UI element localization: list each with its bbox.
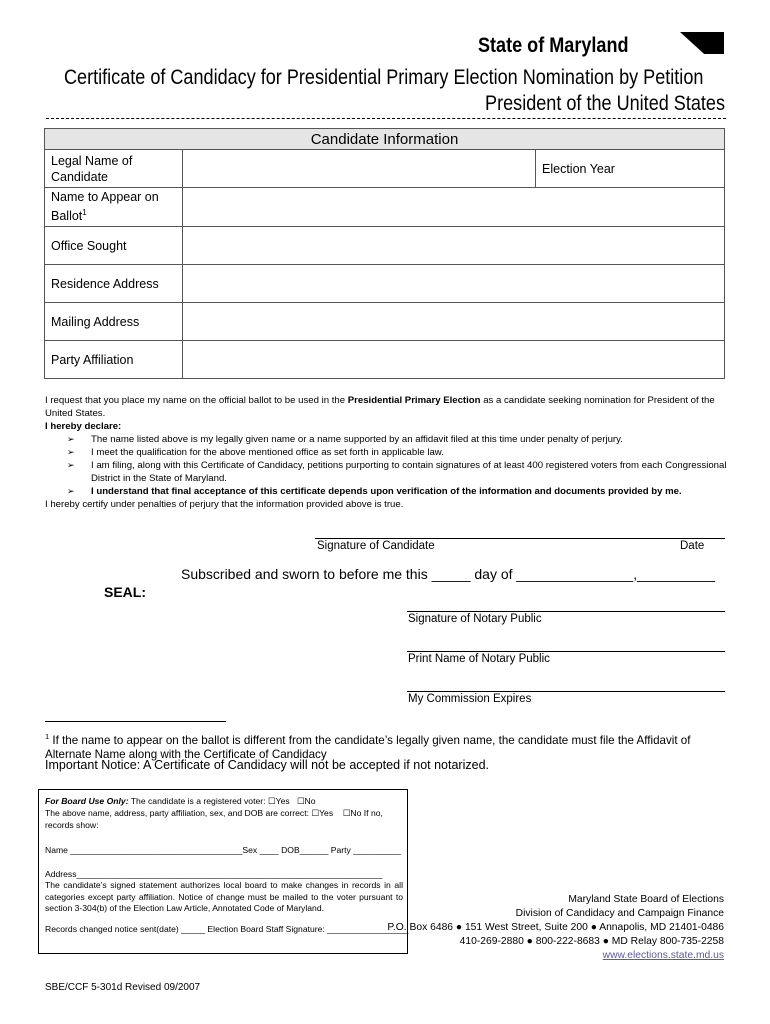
arrow-bullet-icon: ➢ [67,434,75,444]
correct-row [45,808,403,820]
declaration-block [45,394,729,511]
checkbox-yes-correct[interactable]: ☐ [311,808,320,818]
no-if-label: No If no, [350,808,383,818]
footnote-text: If the name to appear on the ballot is different from the candidate’s legally given name, the candidate must file the Affidavit of Alternate Name along with the Certificate of Candidacy [45,733,691,761]
certify-text: I hereby certify under penalties of perjury that the information provided above is true. [45,499,404,510]
mailing-label: Mailing Address [45,303,183,341]
seal-label: SEAL: [104,584,146,600]
request-text-end: as a candidate seeking nomination for President of the United States. [45,395,715,419]
notary-signature-line[interactable] [407,611,725,612]
address-line[interactable]: Address________________________________________________________________ [45,869,383,879]
sworn-statement: Subscribed and sworn to before me this _____ day of _______________,__________ [181,566,715,582]
ballot-name-text: Name to Appear on Ballot [51,190,159,224]
yes-label: Yes [275,796,290,806]
commission-label: My Commission Expires [408,693,532,705]
declaration-list [45,433,729,498]
records-changed-line[interactable]: Records changed notice sent(date) _____ Election Board Staff Signature: _________________ [45,924,409,934]
commission-line[interactable] [407,691,725,692]
candidate-signature-label: Signature of Candidate [317,540,435,552]
footnote-number: 1 [45,732,50,741]
postal-address: P.O. Box 6486 ● 151 West Street, Suite 200 ● Annapolis, MD 21401-0486 [387,922,724,933]
certificate-title: Certificate of Candidacy for Presidential Primary Election Nomination by Petition [64,66,704,89]
checkbox-yes-voter[interactable]: ☐ [267,796,276,806]
board-use-box [38,789,408,954]
state-title: State of Maryland [478,34,629,57]
office-title-text: President of the United States [485,92,725,115]
party-field[interactable] [183,341,725,379]
list-item-text: I am filing, along with this Certificate of Candidacy, petitions purporting to contain signatures of at least 400 registered voters from each Congressional District in the State of Maryland. [91,460,727,484]
office-title [446,92,725,116]
voter-text: The candidate is a registered voter: [128,796,268,806]
form-id: SBE/CCF 5-301d Revised 09/2007 [45,982,201,993]
legal-name-field[interactable] [183,150,536,188]
office-sought-field[interactable] [183,227,725,265]
checkbox-no-voter[interactable]: ☐ [296,796,305,806]
ballot-name-label [45,188,183,227]
arrow-bullet-icon: ➢ [67,486,75,496]
list-item [45,459,729,485]
notary-name-label: Print Name of Notary Public [408,653,550,665]
arrow-bullet-icon: ➢ [67,447,75,457]
list-item-text: I meet the qualification for the above mentioned office as set forth in applicable law. [91,447,444,458]
arrow-bullet-icon: ➢ [67,460,75,470]
candidate-info-table [44,128,725,379]
list-item-text: I understand that final acceptance of this certificate depends upon verification of the information and documents provided by me. [91,486,682,497]
election-year-label: Election Year [542,161,615,176]
no-label: No [304,796,316,806]
table-heading: Candidate Information [45,129,725,150]
election-year-cell[interactable] [536,150,725,188]
party-label: Party Affiliation [45,341,183,379]
voter-row [45,796,403,808]
request-text: I request that you place my name on the official ballot to be used in the [45,395,348,406]
list-item [45,433,729,446]
request-bold: Presidential Primary Election [347,395,481,406]
mailing-field[interactable] [183,303,725,341]
footnote-ref: 1 [82,208,87,218]
division-name: Division of Candidacy and Campaign Finance [515,908,724,919]
legal-name-label: Legal Name of Candidate [45,150,183,188]
dashed-divider [46,118,726,119]
ballot-name-field[interactable] [183,188,725,227]
list-item [45,446,729,459]
declare-heading: I hereby declare: [45,421,122,432]
corner-flag-graphic [680,32,724,54]
request-paragraph [45,394,729,420]
board-statement: The candidate’s signed statement authorizes local board to make changes in records in all categories except party affiliation. Notice of change must be mailed to the voter pursuant to section 3-304(b) of the Election Law Article, Annotated Code of Maryland. [45,880,403,913]
website-link[interactable]: www.elections.state.md.us [602,950,724,961]
date-label: Date [680,540,705,552]
phone-numbers: 410-269-2880 ● 800-222-8683 ● MD Relay 800-735-2258 [459,936,724,947]
residence-field[interactable] [183,265,725,303]
important-notice: Important Notice: A Certificate of Candidacy will not be accepted if not notarized. [45,758,489,772]
list-item-text: The name listed above is my legally given name or a name supported by an affidavit filed at this time under penalty of perjury. [91,434,623,445]
records-show: records show: [45,820,99,830]
footnote-divider [45,721,226,722]
residence-label: Residence Address [45,265,183,303]
contact-block [387,893,724,963]
notary-name-line[interactable] [407,651,725,652]
checkbox-no-correct[interactable]: ☐ [342,808,351,818]
notary-signature-label: Signature of Notary Public [408,613,542,625]
office-sought-label: Office Sought [45,227,183,265]
correct-text: The above name, address, party affiliation, sex, and DOB are correct: [45,808,312,818]
org-name: Maryland State Board of Elections [568,894,724,905]
candidate-signature-line[interactable] [315,538,725,539]
list-item [45,485,729,498]
yes-label: Yes [319,808,334,818]
board-label: For Board Use Only: [45,796,129,806]
name-line[interactable]: Name ____________________________________Sex ____ DOB______ Party __________ [45,845,401,855]
